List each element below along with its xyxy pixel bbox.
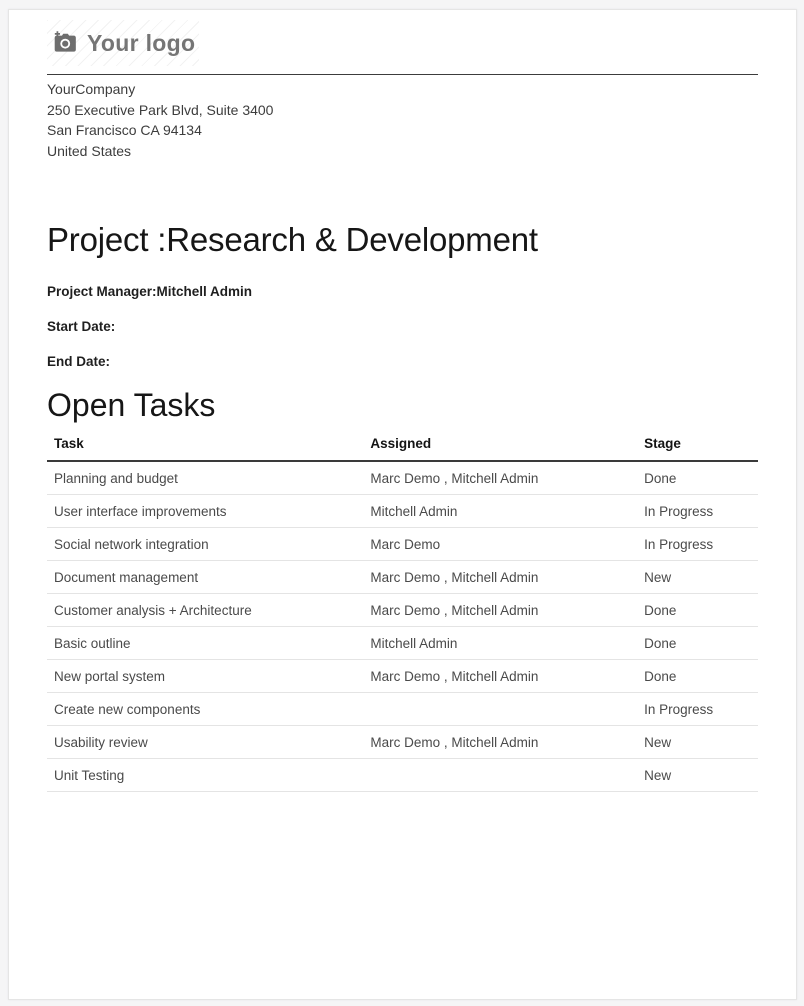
logo-text: Your logo <box>87 29 196 56</box>
table-row <box>47 495 758 528</box>
table-row <box>47 660 758 693</box>
stage-cell: In Progress <box>637 693 758 726</box>
task-cell: Usability review <box>47 726 363 759</box>
table-row <box>47 461 758 495</box>
task-cell: Basic outline <box>47 627 363 660</box>
stage-cell: New <box>637 759 758 792</box>
task-cell: Document management <box>47 561 363 594</box>
camera-plus-icon <box>52 30 78 56</box>
assigned-cell: Mitchell Admin <box>363 627 637 660</box>
tasks-table <box>47 428 758 792</box>
company-street: 250 Executive Park Blvd, Suite 3400 <box>47 101 274 118</box>
company-logo-placeholder <box>47 20 199 66</box>
stage-cell: Done <box>637 594 758 627</box>
stage-cell: Done <box>637 660 758 693</box>
field-start-date <box>47 319 758 335</box>
header-divider <box>47 74 758 75</box>
table-row <box>47 561 758 594</box>
table-header-row <box>47 428 758 461</box>
column-header-task: Task <box>47 428 363 461</box>
open-tasks-heading: Open Tasks <box>47 387 216 423</box>
table-row <box>47 693 758 726</box>
stage-cell: Done <box>637 461 758 495</box>
company-address-block <box>47 79 758 161</box>
report-page <box>8 9 797 1000</box>
task-cell: New portal system <box>47 660 363 693</box>
assigned-cell: Marc Demo , Mitchell Admin <box>363 594 637 627</box>
table-row <box>47 594 758 627</box>
assigned-cell: Marc Demo , Mitchell Admin <box>363 461 637 495</box>
task-cell: User interface improvements <box>47 495 363 528</box>
stage-cell: New <box>637 726 758 759</box>
report-content <box>9 20 796 792</box>
stage-cell: In Progress <box>637 495 758 528</box>
company-city: San Francisco CA 94134 <box>47 122 202 138</box>
column-header-stage: Stage <box>637 428 758 461</box>
task-cell: Create new components <box>47 693 363 726</box>
assigned-cell: Marc Demo , Mitchell Admin <box>363 561 637 594</box>
field-project-manager-value: Mitchell Admin <box>156 284 253 299</box>
column-header-assigned: Assigned <box>363 428 637 461</box>
task-cell: Planning and budget <box>47 461 363 495</box>
company-name: YourCompany <box>47 81 136 97</box>
task-cell: Unit Testing <box>47 759 363 792</box>
task-cell: Customer analysis + Architecture <box>47 594 363 627</box>
field-end-date <box>47 354 758 370</box>
field-start-date-label: Start Date: <box>47 319 116 334</box>
tasks-table-body <box>47 461 758 792</box>
table-row <box>47 627 758 660</box>
table-row <box>47 726 758 759</box>
stage-cell: In Progress <box>637 528 758 561</box>
assigned-cell: Marc Demo <box>363 528 637 561</box>
task-cell: Social network integration <box>47 528 363 561</box>
table-row <box>47 528 758 561</box>
project-title: Project :Research & Development <box>47 221 538 258</box>
field-project-manager-label: Project Manager: <box>47 284 157 299</box>
company-country: United States <box>47 142 132 159</box>
assigned-cell <box>363 759 637 792</box>
assigned-cell: Mitchell Admin <box>363 495 637 528</box>
assigned-cell: Marc Demo , Mitchell Admin <box>363 726 637 759</box>
stage-cell: New <box>637 561 758 594</box>
assigned-cell <box>363 693 637 726</box>
field-project-manager <box>47 284 758 300</box>
field-end-date-label: End Date: <box>47 354 111 369</box>
table-row <box>47 759 758 792</box>
assigned-cell: Marc Demo , Mitchell Admin <box>363 660 637 693</box>
stage-cell: Done <box>637 627 758 660</box>
